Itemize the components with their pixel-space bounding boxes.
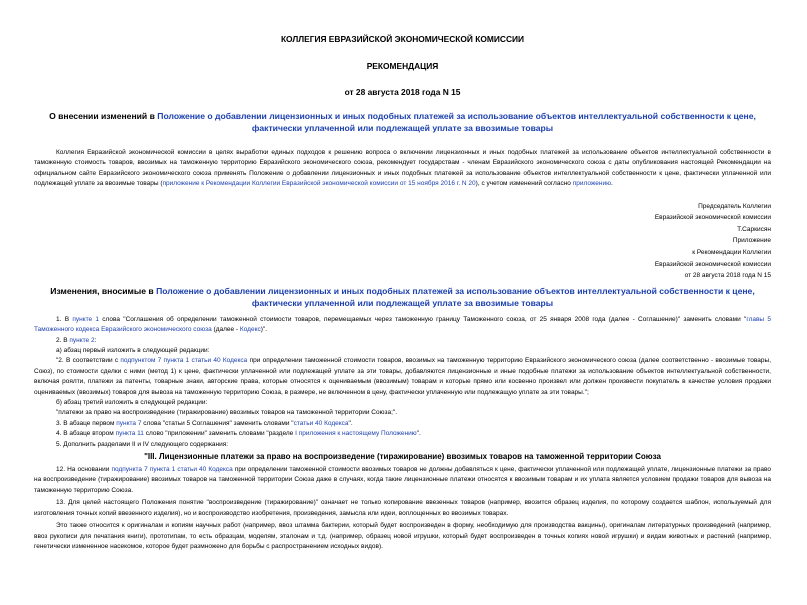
list-item: 5. Дополнить разделами II и IV следующего содержания: bbox=[56, 440, 229, 448]
org-heading: КОЛЛЕГИЯ ЕВРАЗИЙСКОЙ ЭКОНОМИЧЕСКОЙ КОМИССИИ bbox=[280, 34, 525, 44]
document-title bbox=[34, 110, 771, 134]
item-text: : bbox=[94, 336, 97, 344]
list-item bbox=[34, 315, 771, 336]
intro-paragraph bbox=[34, 148, 771, 190]
link-code[interactable]: Кодекс bbox=[239, 326, 261, 334]
annex-title-prefix: Изменения, вносимые в bbox=[50, 285, 157, 296]
item-text: 2. В bbox=[56, 336, 70, 344]
link-subpoint-7-article-40[interactable]: подпункта 7 пункта 1 статьи 40 Кодекса bbox=[111, 466, 233, 474]
list-item bbox=[34, 356, 771, 398]
link-subpoint-7[interactable]: подпунктом 7 пункта 1 статьи 40 Кодекса bbox=[120, 357, 248, 365]
list-item bbox=[34, 419, 771, 429]
item-text: при определении таможенной стоимости товаров, ввозимых на таможенную территорию Евразийского экономического союза (далее соответственно - ввозимые товары, Союз), по стоимости сделки с ними (метод 1) к цене, фактически уплаченной или подлежащей уплате за эти товары, добавляются лицензионные и иные подобные платежи за использование объектов интеллектуальной собственности, включая роялти, платежи за патенты, товарные знаки, авторские права, которые относятся к оцениваемым (ввозимым) товарам и которые прямо или косвенно произвел или должен произвести покупатель в качестве условия продажи оцениваемых (ввозимых) товаров для вывоза на таможенную территорию Союза, в размере, не включенном в цену, фактически уплаченную или подлежащую уплате за эти товары."; bbox=[34, 357, 772, 396]
intro-text-1: Коллегия Евразийской экономической комиссии в целях выработки единых подходов к решению вопроса о включении лицензионных и иных подобных платежей за использование объектов интеллектуальной собственности в таможенную стоимость товаров, ввозимых на таможенную территорию Евразийского экономического союза, рекомендует государствам - членам Евразийского экономического союза с даты опубликования настоящей Рекомендации на официальном сайте Евразийского экономического союза применять Положение о добавлении лицензионных и иных подобных платежей за использование объектов интеллектуальной собственности к цене, фактически уплаченной или подлежащей уплате за ввозимые товары ( bbox=[34, 149, 771, 188]
item-text: )". bbox=[260, 326, 268, 334]
item-text: слова "Соглашения об определении таможенной стоимости товаров, перемещаемых через таможенную границу Таможенного союза, от 25 января 2008 года (далее - Соглашение)" заменить словами " bbox=[99, 315, 747, 323]
intro-text-3: . bbox=[610, 180, 613, 188]
title-link[interactable]: Положение о добавлении лицензионных и иных подобных платежей за использование объектов интеллектуальной собственности к цене, фактически уплаченной или подлежащей уплате за ввозимые товары bbox=[157, 111, 756, 133]
item-text: 12. На основании bbox=[56, 466, 112, 474]
link-point-7[interactable]: пункта 7 bbox=[116, 419, 142, 427]
annex-title-link[interactable]: Положение о добавлении лицензионных и иных подобных платежей за использование объектов интеллектуальной собственности к цене, фактически уплаченной или подлежащей уплате за ввозимые товары bbox=[156, 285, 755, 308]
list-item: 13. Для целей настоящего Положения понятие "воспроизведение (тиражирование)" означает не только копирование ввезенных товаров (например, ввозится образец изделия, по которому создается шаблон, используемый для изготовления точных копий ввезенного изделия), но и воспроизводство изобретения, произведения, замысла или идеи, воплощенных во ввозимых товарах. bbox=[34, 499, 771, 517]
intro-text-2: ), с учетом изменений согласно bbox=[475, 180, 573, 188]
item-text: ". bbox=[416, 430, 421, 438]
item-text: при определении таможенной стоимости ввозимых товаров не должны добавляться к цене, фактически уплаченной или подлежащей уплате, лицензионные платежи за право на воспроизведение (тиражирование) ввозимых товаров на таможенной территории Союза даже в случаях, когда такие лицензионные платежи относятся к ввозимым товарам и их уплата является условием продажи товаров для вывоза на таможенную территорию Союза. bbox=[34, 466, 771, 494]
document-page bbox=[0, 34, 807, 605]
item-text: слово "приложении" заменить словами "разделе bbox=[143, 430, 296, 438]
signature-line: Председатель Коллегии bbox=[698, 202, 771, 210]
item-text: 1. В bbox=[56, 315, 73, 323]
item-text: ". bbox=[348, 419, 353, 427]
link-chapter-5[interactable]: главы 5 Таможенного кодекса Евразийского экономического союза bbox=[34, 315, 771, 334]
link-point-11[interactable]: пункта 11 bbox=[115, 430, 144, 438]
list-item bbox=[34, 465, 771, 496]
list-item bbox=[34, 429, 771, 439]
amendments-list bbox=[34, 315, 771, 553]
list-item: "платежи за право на воспроизведение (тиражирование) ввозимых товаров на таможенной территории Союза;". bbox=[56, 409, 398, 417]
list-item: а) абзац первый изложить в следующей редакции: bbox=[56, 347, 210, 354]
signature-line: Евразийской экономической комиссии bbox=[654, 260, 771, 268]
title-prefix: О внесении изменений в bbox=[49, 111, 158, 121]
link-point-1[interactable]: пункте 1 bbox=[72, 315, 100, 323]
signature-line: Евразийской экономической комиссии bbox=[654, 214, 771, 222]
signature-line: от 28 августа 2018 года N 15 bbox=[684, 272, 771, 280]
signature-line: к Рекомендации Коллегии bbox=[692, 249, 771, 256]
signature-block bbox=[34, 201, 771, 282]
item-text: "2. В соответствии с bbox=[56, 357, 121, 365]
list-item: б) абзац третий изложить в следующей редакции: bbox=[56, 399, 208, 407]
list-item bbox=[34, 336, 771, 346]
section-3-heading: "III. Лицензионные платежи за право на воспроизведение (тиражирование) ввозимых товаров на таможенной территории Союза bbox=[144, 452, 661, 462]
link-appendix-section-1[interactable]: I приложения к настоящему Положению bbox=[295, 430, 417, 438]
doc-date-number: от 28 августа 2018 года N 15 bbox=[344, 87, 461, 97]
signature-line: Приложение bbox=[732, 237, 771, 245]
annex-title bbox=[34, 285, 771, 309]
doc-type-heading: РЕКОМЕНДАЦИЯ bbox=[366, 61, 439, 71]
item-text: 3. В абзаце первом bbox=[56, 419, 117, 427]
link-point-2[interactable]: пункте 2 bbox=[69, 336, 95, 344]
list-item: Это также относится к оригиналам и копиям научных работ (например, ввоз штамма бактерии, который будет воспроизведен в форму, необходимую для производства вакцины), оригиналам литературных произведений (например, ввоз рукописи для печатания книги), прототипам, то есть образцам, моделям, эталонам и т.д. (например, образец новой игрушки, который будет воспроизведен в точных копиях новой игрушки) и видам животных и растений (например, генетически измененное насекомое, которое будет размножено для борьбы с распространением исходных видов). bbox=[34, 522, 771, 550]
intro-link-appendix[interactable]: приложению bbox=[572, 180, 611, 188]
item-text: (далее - bbox=[211, 326, 240, 334]
item-text: 4. В абзаце втором bbox=[56, 430, 116, 438]
link-article-40[interactable]: статьи 40 Кодекса bbox=[293, 419, 349, 427]
item-text: слова "статьи 5 Соглашения" заменить словами " bbox=[141, 419, 294, 427]
signature-line: Т.Саркисян bbox=[737, 225, 771, 233]
intro-link-annex[interactable]: приложение к Рекомендации Коллегии Евразийской экономической комиссии от 15 ноября 2016 г. N 20 bbox=[162, 180, 476, 188]
